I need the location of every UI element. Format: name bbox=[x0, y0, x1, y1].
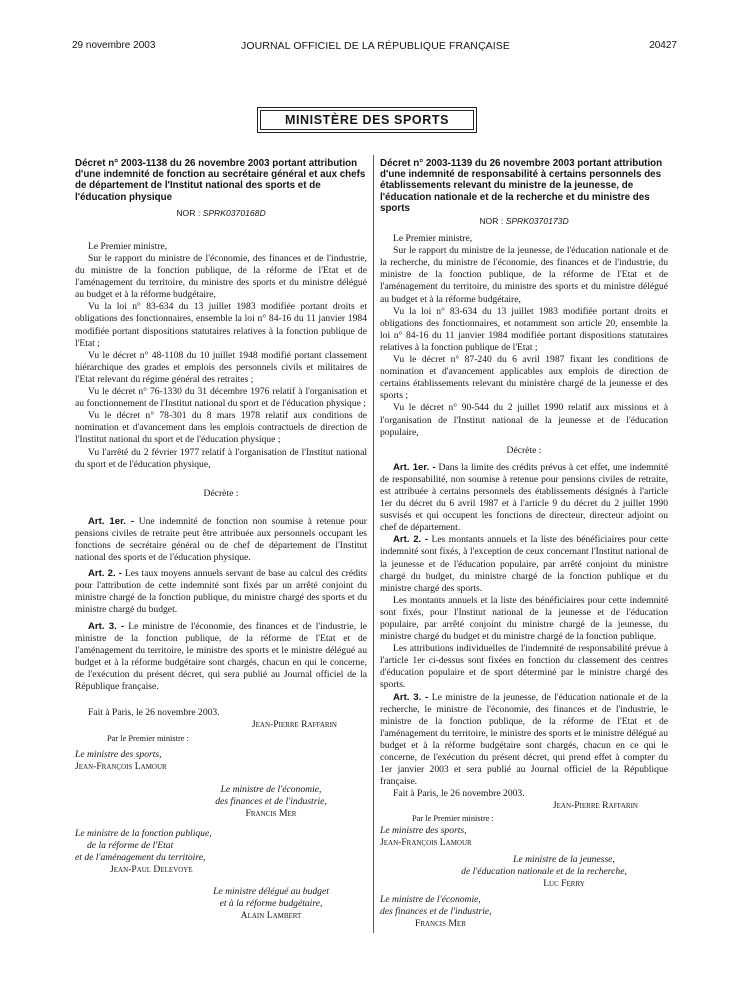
preamble-paragraph: Vu le décret n° 90-544 du 2 juillet 1990 relatif aux missions et à l'organisation de l'Institut national de la jeunesse et de l'éducation populaire, bbox=[380, 402, 668, 438]
preamble-paragraph: Sur le rapport du ministre de la jeunesse, de l'éducation nationale et de la recherche, du ministre de l'économie, des finances et de l'industrie, du ministre de la fonction publique, de la réforme de l'Etat et de l'aménagement du territoire, du ministre des sports et du ministre délégué au budget et à la réforme budgétaire, bbox=[380, 245, 668, 305]
preamble-paragraph: Vu la loi n° 83-634 du 13 juillet 1983 modifiée portant droits et obligations des fonctionnaires, ensemble la loi n° 84-16 du 11 janvier 1984 modifiée portant dispositions statutaires relatives à la fonction publique de l'Etat ; bbox=[75, 301, 367, 349]
preamble-paragraph: Vu le décret n° 87-240 du 6 avril 1987 fixant les conditions de nomination et d'avancement applicables aux emplois de direction de certains établissements relevant du ministère chargé de la jeunesse et des sports ; bbox=[380, 354, 668, 402]
signature-title: Le ministre délégué au budget bbox=[213, 886, 329, 898]
decree-title: Décret n° 2003-1138 du 26 novembre 2003 portant attribution d'une indemnité de fonction au secrétaire général et aux chefs de département de l'Institut national des sports et de l'éducation physique bbox=[75, 158, 366, 203]
signature-name: Luc Ferry bbox=[543, 877, 585, 889]
signature-name: Francis Mer bbox=[415, 918, 466, 930]
column-divider bbox=[373, 155, 374, 933]
nor-code: SPRK0370168D bbox=[202, 207, 266, 218]
signature-by-pm: Par le Premier ministre : bbox=[412, 813, 494, 823]
nor-code: SPRK0370173D bbox=[505, 216, 569, 227]
signature-name: Jean-François Lamour bbox=[380, 836, 472, 848]
article-label: Art. 3. - bbox=[88, 620, 125, 632]
article-2: Art. 2. - Les taux moyens annuels servant de base au calcul des crédits pour l'attribution de cette indemnité sont fixés par un arrêté conjoint du ministre chargé de la fonction publique, du ministre chargé des sports et du ministre chargé du budget. bbox=[75, 568, 367, 616]
article-3: Art. 3. - Le ministre de l'économie, des finances et de l'industrie, le ministre de la fonction publique, de la réforme de l'Etat et de l'aménagement du territoire, le ministre des sports et le ministre délégué au budget et à la réforme budgétaire sont chargés, chacun en qui le concerne, de l'exécution du présent décret, qui sera publié au Journal officiel de la République française. bbox=[75, 620, 367, 692]
signature-date: Fait à Paris, le 26 novembre 2003. bbox=[393, 788, 525, 800]
signature-title: et à la réforme budgétaire, bbox=[219, 898, 323, 910]
article-label: Art. 2. - bbox=[393, 534, 429, 546]
decrete-heading: Décrète : bbox=[506, 444, 542, 456]
preamble-paragraph: Vu le décret n° 78-301 du 8 mars 1978 relatif aux conditions de nomination et d'avancement dans les emplois contractuels de direction de l'Institut national du sport et de l'éducation physique ; bbox=[75, 410, 367, 446]
signature-name: Francis Mer bbox=[245, 807, 297, 819]
article-3: Art. 3. - Le ministre de la jeunesse, de l'éducation nationale et de la recherche, le ministre de l'économie, des finances et de l'industrie, le ministre de la fonction publique, de la réforme de l'Etat et de l'aménagement du territoire, le ministre des sports et le ministre délégué au budget et à la réforme budgétaire sont chargés, chacun en ce qui le concerne, de l'exécution du présent décret, qui prend effet à compter du 1er janvier 2003 et sera publié au Journal officiel de la République française. bbox=[380, 691, 668, 788]
signature-name: Jean-François Lamour bbox=[75, 761, 167, 773]
nor-reference: NOR : SPRK0370173D bbox=[479, 216, 569, 227]
ministry-heading-box bbox=[257, 107, 477, 133]
header-journal-title: JOURNAL OFFICIEL DE LA RÉPUBLIQUE FRANÇAISE bbox=[241, 40, 510, 52]
signature-prime-minister: Jean-Pierre Raffarin bbox=[251, 719, 337, 731]
signature-title: Le ministre de la jeunesse, bbox=[513, 853, 615, 865]
article-label: Art. 2. - bbox=[88, 568, 122, 580]
decrete-heading: Décrète : bbox=[203, 487, 239, 499]
signature-by-pm: Par le Premier ministre : bbox=[107, 734, 189, 744]
preamble-paragraph: Sur le rapport du ministre de l'économie, des finances et de l'industrie, du ministre de la fonction publique, de la réforme de l'Etat et de l'aménagement du territoire, du ministre des sports et du ministre délégué au budget et à la réforme budgétaire, bbox=[75, 253, 367, 301]
preamble-intro: Le Premier ministre, bbox=[393, 233, 473, 245]
signature-title: des finances et de l'industrie, bbox=[215, 795, 327, 807]
ministry-heading: MINISTÈRE DES SPORTS bbox=[284, 113, 450, 127]
signature-title: et de l'aménagement du territoire, bbox=[75, 852, 206, 864]
signature-title: Le ministre de la fonction publique, bbox=[75, 827, 212, 839]
preamble-paragraph: Vu le décret n° 48-1108 du 10 juillet 1948 modifié portant classement hiérarchique des grades et emplois des personnels civils et militaires de l'Etat relevant du régime général des retraites ; bbox=[75, 349, 367, 385]
signature-title: Le ministre de l'économie, bbox=[380, 894, 481, 906]
article-1: Art. 1er. - Dans la limite des crédits prévus à cet effet, une indemnité de responsabilité, non soumise à retenue pour pensions civiles de retraite, est attribuée à certains personnels des établissements désignés à l'article 1er du décret du 6 avril 1987 et à l'article 9 du décret du 2 juillet 1990 susvisés et qui occupent les fonctions de directeur, directeur adjoint ou chef de département. bbox=[380, 461, 668, 534]
decree-title: Décret n° 2003-1139 du 26 novembre 2003 portant attribution d'une indemnité de responsabilité à certains personnels des établissements relevant du ministre de la jeunesse, de l'éducation nationale et de la recherche et du ministre des sports bbox=[380, 158, 663, 214]
signature-prime-minister: Jean-Pierre Raffarin bbox=[552, 800, 638, 812]
preamble-intro: Le Premier ministre, bbox=[88, 240, 168, 252]
decree-right-column bbox=[380, 158, 668, 930]
header-date: 29 novembre 2003 bbox=[72, 40, 156, 51]
signature-title: Le ministre des sports, bbox=[380, 824, 467, 836]
header-page-number: 20427 bbox=[649, 40, 677, 51]
signature-name: Alain Lambert bbox=[240, 910, 302, 922]
signature-title: de la réforme de l'Etat bbox=[87, 839, 174, 851]
article-label: Art. 3. - bbox=[393, 691, 429, 703]
article-paragraph: Les montants annuels et la liste des bénéficiaires pour cette indemnité sont fixés, pour l'Institut national de la jeunesse et de l'éducation populaire, par arrêté conjoint du ministre chargé de la jeunesse, du ministre chargé du budget et du ministre chargé de la fonction publique. bbox=[380, 594, 668, 643]
article-1: Art. 1er. - Une indemnité de fonction non soumise à retenue pour pensions civiles de retraite peut être attribuée aux personnels occupant les fonctions de secrétaire général ou de chef de département de l'Institut national des sports et de l'éducation physique. bbox=[75, 515, 367, 564]
signature-title: de l'éducation nationale et de la recherche, bbox=[461, 865, 627, 877]
signature-name: Jean-Paul Delevoye bbox=[110, 864, 193, 876]
decree-left-column bbox=[75, 158, 367, 923]
article-label: Art. 1er. - bbox=[393, 461, 436, 473]
signature-title: Le ministre des sports, bbox=[75, 749, 162, 761]
preamble-paragraph: Vu l'arrêté du 2 février 1977 relatif à l'organisation de l'Institut national du sport et de l'éducation physique, bbox=[75, 446, 367, 470]
signature-title: des finances et de l'industrie, bbox=[380, 906, 492, 918]
preamble-paragraph: Vu la loi n° 83-634 du 13 juillet 1983 modifiée portant droits et obligations des fonctionnaires, et notamment son article 20, ensemble la loi n° 84-16 du 11 janvier 1984 modifiée portant dispositions statutaires relatives à la fonction publique de l'Etat ; bbox=[380, 305, 668, 353]
article-paragraph: Les attributions individuelles de l'indemnité de responsabilité prévue à l'article 1er ci-dessus sont fixées en fonction du classement des centres d'éducation populaire et de sport déterminé par le ministre chargé des sports. bbox=[380, 643, 668, 691]
signature-date: Fait à Paris, le 26 novembre 2003. bbox=[88, 707, 220, 719]
signature-title: Le ministre de l'économie, bbox=[220, 783, 322, 795]
nor-reference: NOR : SPRK0370168D bbox=[176, 207, 266, 218]
article-label: Art. 1er. - bbox=[88, 515, 135, 527]
preamble-paragraph: Vu le décret n° 76-1330 du 31 décembre 1976 relatif à l'organisation et au fonctionnement de l'Institut national du sport et de l'éducation physique ; bbox=[75, 386, 367, 410]
article-2: Art. 2. - Les montants annuels et la liste des bénéficiaires pour cette indemnité sont fixés, à l'exception de ceux concernant l'Institut national de la jeunesse et de l'éducation populaire, par arrêté conjoint du ministre chargé du budget, du ministre chargé de la fonction publique et du ministre chargé des sports. bbox=[380, 534, 668, 594]
